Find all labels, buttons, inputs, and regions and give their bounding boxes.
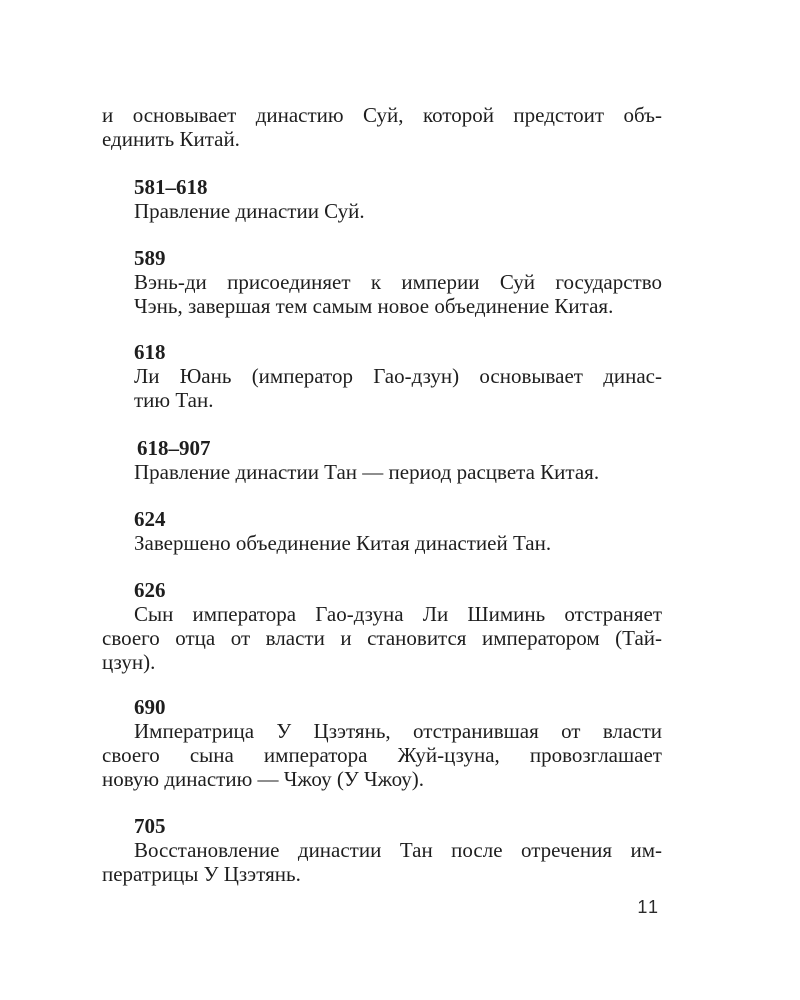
intro-line-1: и основывает династию Суй, которой предстоит объ- — [102, 103, 662, 127]
entry-line: Чэнь, завершая тем самым новое объединение Китая. — [134, 294, 614, 318]
entry-year: 581–618 — [134, 175, 208, 199]
entry-year: 690 — [134, 695, 166, 719]
entry-description — [102, 531, 662, 555]
entry-line: своего отца от власти и становится императором (Тай- — [102, 626, 662, 650]
timeline-entry — [102, 175, 662, 223]
entry-line: своего сына императора Жуй-цзуна, провозглашает — [102, 743, 662, 767]
page-number: 11 — [637, 897, 660, 917]
timeline-entry — [102, 507, 662, 555]
entry-line: Правление династии Тан — период расцвета Китая. — [134, 460, 600, 484]
entry-line: ператрицы У Цзэтянь. — [102, 862, 301, 886]
entry-line: Правление династии Суй. — [134, 199, 365, 223]
entry-line: цзун). — [102, 650, 156, 674]
entry-year: 626 — [134, 578, 166, 602]
timeline-entry — [102, 340, 662, 412]
entry-line: тию Тан. — [134, 388, 214, 412]
entry-line: Восстановление династии Тан после отречения им- — [134, 838, 662, 862]
entry-year: 618–907 — [137, 436, 211, 460]
entry-line: Завершено объединение Китая династией Тан. — [134, 531, 552, 555]
timeline-entry — [102, 246, 662, 318]
entry-description — [102, 602, 662, 674]
entry-line: Сын императора Гао-дзуна Ли Шиминь отстраняет — [134, 602, 662, 626]
entry-year: 589 — [134, 246, 166, 270]
entry-line: новую династию — Чжоу (У Чжоу). — [102, 767, 425, 791]
entry-description — [102, 838, 662, 886]
timeline-entry — [102, 578, 662, 674]
entry-year: 618 — [134, 340, 166, 364]
entry-line: Вэнь-ди присоединяет к империи Суй государство — [134, 270, 662, 294]
entry-description — [102, 364, 662, 412]
entry-year: 624 — [134, 507, 166, 531]
entry-year: 705 — [134, 814, 166, 838]
timeline-entry — [102, 814, 662, 886]
entry-description — [102, 719, 662, 791]
entry-description — [102, 460, 662, 484]
entry-description — [102, 199, 662, 223]
entry-line: Ли Юань (император Гао-дзун) основывает динас- — [134, 364, 662, 388]
intro-line-2: единить Китай. — [102, 127, 240, 151]
timeline-entry — [102, 436, 662, 484]
timeline-entry — [102, 695, 662, 791]
entry-line: Императрица У Цзэтянь, отстранившая от власти — [134, 719, 662, 743]
entry-description — [102, 270, 662, 318]
